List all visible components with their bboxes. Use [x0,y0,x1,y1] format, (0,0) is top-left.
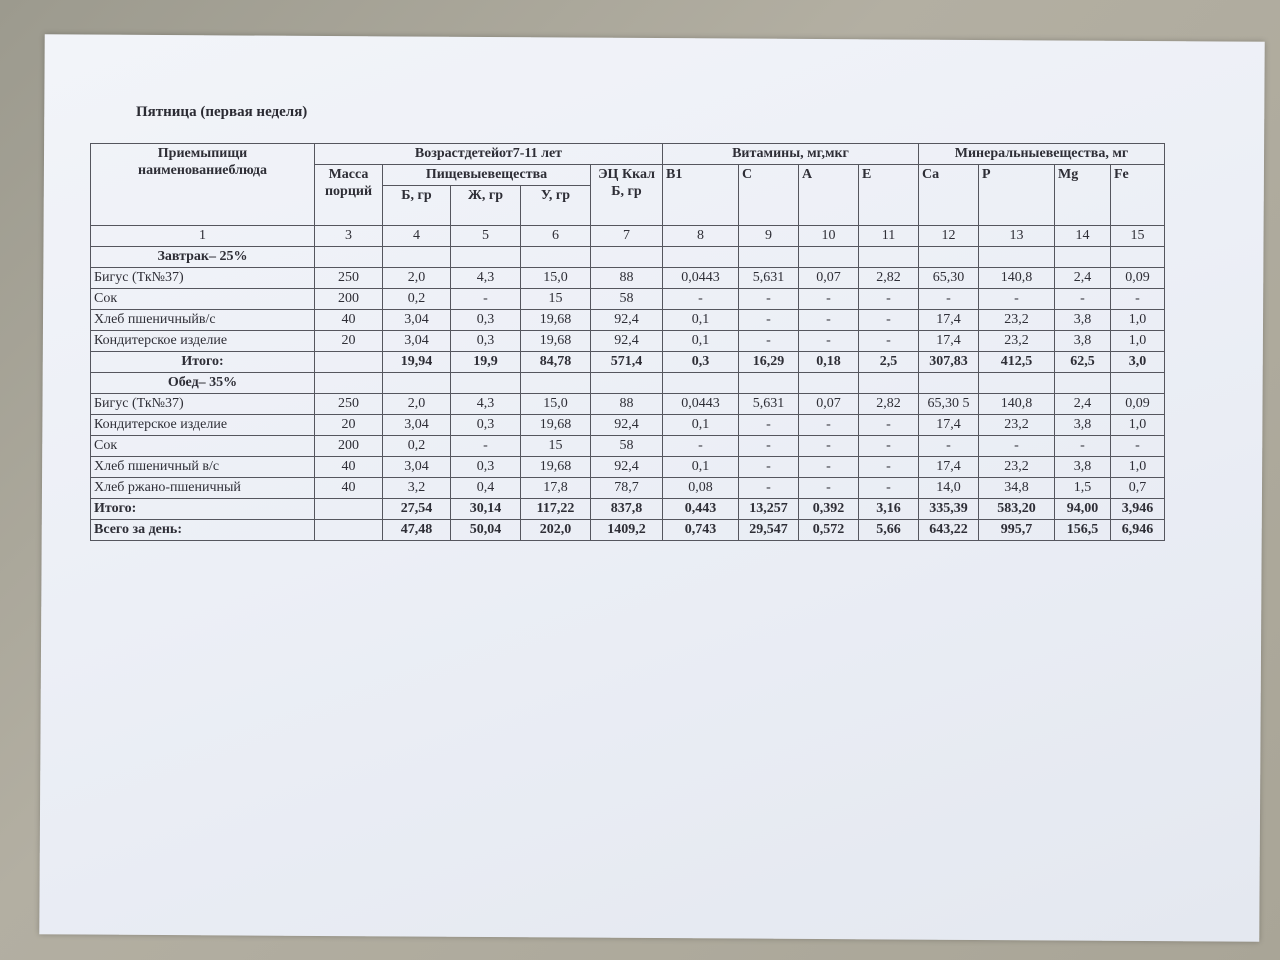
value-cell: - [799,331,859,352]
value-cell: 17,4 [919,457,979,478]
header-minerals: Минеральныевещества, мг [919,144,1165,165]
value-cell: 0,743 [663,520,739,541]
value-cell: 17,8 [521,478,591,499]
header-energy: ЭЦ Ккал Б, гр [591,165,663,226]
value-cell: 50,04 [451,520,521,541]
empty-cell [859,373,919,394]
value-cell: - [859,310,919,331]
value-cell: 19,9 [451,352,521,373]
value-cell: 84,78 [521,352,591,373]
header-b1: B1 [663,165,739,226]
value-cell: 0,572 [799,520,859,541]
empty-cell [919,247,979,268]
value-cell: 9 [739,226,799,247]
header-ca: Ca [919,165,979,226]
value-cell: 94,00 [1055,499,1111,520]
value-cell: 7 [591,226,663,247]
value-cell: 2,82 [859,268,919,289]
dish-cell: Хлеб пшеничный в/с [91,457,315,478]
value-cell: 17,4 [919,415,979,436]
table-row [91,268,1165,289]
value-cell: 0,3 [451,415,521,436]
value-cell: 13,257 [739,499,799,520]
empty-cell [1055,247,1111,268]
value-cell: 15 [1111,226,1165,247]
value-cell: 0,0443 [663,394,739,415]
value-cell: 3,04 [383,457,451,478]
value-cell: - [859,478,919,499]
empty-cell [859,247,919,268]
value-cell: - [451,289,521,310]
value-cell: 3,04 [383,310,451,331]
day-total-row [91,520,1165,541]
empty-cell [1111,373,1165,394]
value-cell: 92,4 [591,457,663,478]
header-age: Возрастдетейот7-11 лет [315,144,663,165]
value-cell: 1409,2 [591,520,663,541]
value-cell: 156,5 [1055,520,1111,541]
value-cell: 583,20 [979,499,1055,520]
value-cell: 140,8 [979,394,1055,415]
value-cell: - [739,478,799,499]
header-nutrients: Пищевыевещества [383,165,591,186]
value-cell: 202,0 [521,520,591,541]
dish-cell: Хлеб пшеничныйв/с [91,310,315,331]
value-cell: - [919,289,979,310]
value-cell: 307,83 [919,352,979,373]
value-cell: 0,3 [451,331,521,352]
header-p: P [979,165,1055,226]
value-cell: - [663,436,739,457]
value-cell: 29,547 [739,520,799,541]
value-cell: 62,5 [1055,352,1111,373]
value-cell: 2,4 [1055,268,1111,289]
empty-cell [315,373,383,394]
empty-cell [979,247,1055,268]
value-cell: - [663,289,739,310]
empty-cell [663,247,739,268]
value-cell: 20 [315,331,383,352]
value-cell: 78,7 [591,478,663,499]
empty-cell [315,247,383,268]
table-row [91,457,1165,478]
section-lunch [91,373,1165,394]
dish-cell: 1 [91,226,315,247]
value-cell: 3,04 [383,415,451,436]
value-cell: 23,2 [979,415,1055,436]
section-label: Обед– 35% [91,373,315,394]
dish-cell: Кондитерское изделие [91,331,315,352]
empty-cell [799,373,859,394]
header-proteins: Б, гр [383,186,451,226]
value-cell: 0,08 [663,478,739,499]
value-cell: 92,4 [591,415,663,436]
value-cell: 27,54 [383,499,451,520]
value-cell: 0,4 [451,478,521,499]
value-cell: 12 [919,226,979,247]
value-cell: 88 [591,268,663,289]
value-cell: 0,3 [663,352,739,373]
value-cell: 58 [591,289,663,310]
table-row [91,478,1165,499]
value-cell: - [451,436,521,457]
section-label: Завтрак– 25% [91,247,315,268]
empty-cell [521,373,591,394]
value-cell: - [859,415,919,436]
value-cell: 140,8 [979,268,1055,289]
nutrition-table [90,143,1165,541]
value-cell: 3,8 [1055,331,1111,352]
value-cell: 23,2 [979,331,1055,352]
value-cell: 571,4 [591,352,663,373]
value-cell: 3,8 [1055,310,1111,331]
value-cell: 4,3 [451,394,521,415]
value-cell: - [799,415,859,436]
header-fats: Ж, гр [451,186,521,226]
value-cell: 200 [315,289,383,310]
value-cell: 0,07 [799,268,859,289]
value-cell: 10 [799,226,859,247]
empty-cell [799,247,859,268]
table-row [91,415,1165,436]
empty-cell [591,373,663,394]
value-cell: 4,3 [451,268,521,289]
header-dish: Приемыпищи наименованиеблюда [91,144,315,226]
empty-cell [591,247,663,268]
value-cell: 3,8 [1055,415,1111,436]
value-cell: 34,8 [979,478,1055,499]
dish-cell: Итого: [91,352,315,373]
value-cell: 335,39 [919,499,979,520]
column-number-row [91,226,1165,247]
value-cell: - [1055,436,1111,457]
value-cell: 13 [979,226,1055,247]
value-cell: 14,0 [919,478,979,499]
value-cell: 0,1 [663,310,739,331]
value-cell: 1,0 [1111,415,1165,436]
header-fe: Fe [1111,165,1165,226]
value-cell: 17,4 [919,331,979,352]
value-cell: - [739,457,799,478]
value-cell: - [979,436,1055,457]
value-cell: 0,392 [799,499,859,520]
value-cell: - [799,457,859,478]
value-cell: 0,1 [663,331,739,352]
value-cell: 0,3 [451,310,521,331]
empty-cell [383,247,451,268]
empty-cell [1111,247,1165,268]
value-cell: 1,0 [1111,457,1165,478]
value-cell: 3,0 [1111,352,1165,373]
value-cell: 5,66 [859,520,919,541]
value-cell: - [739,331,799,352]
value-cell: 5,631 [739,394,799,415]
value-cell: 5,631 [739,268,799,289]
value-cell: - [739,310,799,331]
value-cell: - [739,436,799,457]
value-cell: - [859,436,919,457]
empty-cell [739,373,799,394]
value-cell: 995,7 [979,520,1055,541]
header-vitamins: Витамины, мг,мкг [663,144,919,165]
value-cell: 0,3 [451,457,521,478]
value-cell: - [1055,289,1111,310]
dish-cell: Кондитерское изделие [91,415,315,436]
value-cell: 65,30 [919,268,979,289]
value-cell: 19,68 [521,457,591,478]
dish-cell: Бигус (Тк№37) [91,268,315,289]
value-cell: 0,2 [383,436,451,457]
value-cell: 250 [315,268,383,289]
header-c: C [739,165,799,226]
value-cell: 643,22 [919,520,979,541]
value-cell: 8 [663,226,739,247]
value-cell: 3,04 [383,331,451,352]
empty-cell [919,373,979,394]
value-cell: 3,946 [1111,499,1165,520]
value-cell: 3,2 [383,478,451,499]
value-cell: 47,48 [383,520,451,541]
value-cell: 0,2 [383,289,451,310]
value-cell: 412,5 [979,352,1055,373]
value-cell [315,499,383,520]
value-cell: 5 [451,226,521,247]
value-cell: 1,0 [1111,310,1165,331]
header-mg: Mg [1055,165,1111,226]
value-cell: 14 [1055,226,1111,247]
value-cell: 92,4 [591,310,663,331]
header-carbs: У, гр [521,186,591,226]
value-cell: 0,0443 [663,268,739,289]
value-cell: 6 [521,226,591,247]
empty-cell [739,247,799,268]
header-a: A [799,165,859,226]
dish-cell: Сок [91,436,315,457]
value-cell: - [859,331,919,352]
dish-cell: Всего за день: [91,520,315,541]
empty-cell [979,373,1055,394]
section-breakfast [91,247,1165,268]
value-cell: 0,09 [1111,268,1165,289]
value-cell: 19,68 [521,331,591,352]
table-row [91,436,1165,457]
value-cell: 15 [521,289,591,310]
empty-cell [521,247,591,268]
value-cell: - [979,289,1055,310]
value-cell: 1,5 [1055,478,1111,499]
value-cell: 1,0 [1111,331,1165,352]
table-row [91,289,1165,310]
value-cell: 88 [591,394,663,415]
value-cell: 19,68 [521,415,591,436]
table-row [91,331,1165,352]
value-cell [315,352,383,373]
dish-cell: Бигус (Тк№37) [91,394,315,415]
value-cell: 2,5 [859,352,919,373]
value-cell: 17,4 [919,310,979,331]
value-cell: 92,4 [591,331,663,352]
value-cell: - [799,289,859,310]
value-cell: 16,29 [739,352,799,373]
value-cell: 3,16 [859,499,919,520]
value-cell: - [1111,289,1165,310]
value-cell: - [739,289,799,310]
value-cell: 15,0 [521,268,591,289]
value-cell: 15 [521,436,591,457]
value-cell: 2,4 [1055,394,1111,415]
value-cell: 19,94 [383,352,451,373]
value-cell: 0,18 [799,352,859,373]
empty-cell [383,373,451,394]
value-cell: 4 [383,226,451,247]
value-cell: - [799,310,859,331]
empty-cell [663,373,739,394]
value-cell: 58 [591,436,663,457]
value-cell: 30,14 [451,499,521,520]
value-cell: 2,0 [383,268,451,289]
table-row [91,310,1165,331]
empty-cell [1055,373,1111,394]
document-title: Пятница (первая неделя) [136,104,308,120]
value-cell: 20 [315,415,383,436]
value-cell: 0,1 [663,415,739,436]
value-cell: - [739,415,799,436]
value-cell: 15,0 [521,394,591,415]
value-cell: 40 [315,478,383,499]
dish-cell: Итого: [91,499,315,520]
dish-cell: Сок [91,289,315,310]
value-cell: 6,946 [1111,520,1165,541]
value-cell: - [859,457,919,478]
value-cell: 23,2 [979,310,1055,331]
value-cell: 40 [315,457,383,478]
value-cell: 3 [315,226,383,247]
empty-cell [451,247,521,268]
value-cell: 0,1 [663,457,739,478]
value-cell: - [799,436,859,457]
value-cell: 200 [315,436,383,457]
header-e: E [859,165,919,226]
value-cell: 2,82 [859,394,919,415]
value-cell: 0,07 [799,394,859,415]
header-mass: Масса порций [315,165,383,226]
value-cell: 3,8 [1055,457,1111,478]
value-cell: 19,68 [521,310,591,331]
empty-cell [451,373,521,394]
value-cell [315,520,383,541]
table-row [91,394,1165,415]
value-cell: - [1111,436,1165,457]
breakfast-total-row [91,352,1165,373]
value-cell: 11 [859,226,919,247]
value-cell: 0,7 [1111,478,1165,499]
value-cell: 117,22 [521,499,591,520]
dish-cell: Хлеб ржано-пшеничный [91,478,315,499]
value-cell: 65,30 5 [919,394,979,415]
value-cell: - [859,289,919,310]
value-cell: 2,0 [383,394,451,415]
value-cell: 40 [315,310,383,331]
lunch-total-row [91,499,1165,520]
value-cell: - [919,436,979,457]
value-cell: 837,8 [591,499,663,520]
value-cell: 23,2 [979,457,1055,478]
value-cell: 250 [315,394,383,415]
value-cell: 0,09 [1111,394,1165,415]
value-cell: - [799,478,859,499]
value-cell: 0,443 [663,499,739,520]
